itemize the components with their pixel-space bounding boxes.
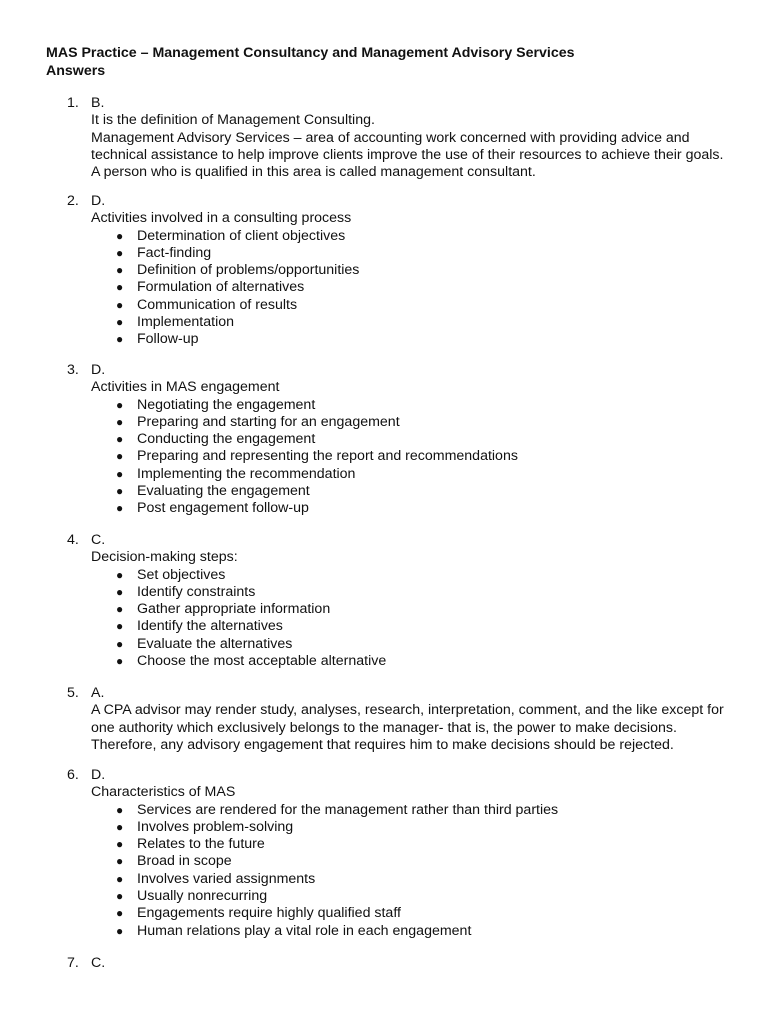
document-title: MAS Practice – Management Consultancy and Management Advisory Services xyxy=(46,45,575,61)
bullet-icon: ● xyxy=(116,501,124,516)
item-intro: Activities in MAS engagement xyxy=(91,379,280,396)
list-item: ● Fact-finding xyxy=(116,244,212,261)
bullet-icon: ● xyxy=(116,414,124,429)
list-item: ● Choose the most acceptable alternative xyxy=(116,653,387,670)
answer-item-1 xyxy=(67,95,737,181)
document-subtitle: Answers xyxy=(46,62,106,79)
list-item: ● Implementing the recommendation xyxy=(116,465,356,482)
bullet-list xyxy=(91,567,737,671)
item-intro: Activities involved in a consulting process xyxy=(91,210,352,227)
list-item: ● Implementation xyxy=(116,314,234,331)
bullet-icon: ● xyxy=(116,432,124,447)
item-text-line: Management Advisory Services – area of accounting work concerned with providing advice and technical assistance to help improve clients improve the use of their resources to achieve their goals. xyxy=(91,129,724,163)
bullet-icon: ● xyxy=(116,854,124,869)
bullet-icon: ● xyxy=(116,397,124,412)
list-item: ● Preparing and representing the report and recommendations xyxy=(116,448,518,465)
bullet-icon: ● xyxy=(116,280,124,295)
bullet-icon: ● xyxy=(116,654,124,669)
item-number: 4. xyxy=(67,532,79,548)
item-content xyxy=(91,955,737,972)
list-item: ● Determination of client objectives xyxy=(116,227,346,244)
list-item: ● Communication of results xyxy=(116,296,298,313)
item-content xyxy=(91,767,737,940)
list-item: ● Conducting the engagement xyxy=(116,431,316,448)
item-number: 6. xyxy=(67,767,79,783)
bullet-icon: ● xyxy=(116,819,124,834)
bullet-icon: ● xyxy=(116,245,124,260)
item-answer: C. xyxy=(91,955,106,971)
bullet-icon: ● xyxy=(116,837,124,852)
item-intro: Decision-making steps: xyxy=(91,549,238,566)
bullet-icon: ● xyxy=(116,889,124,904)
bullet-icon: ● xyxy=(116,636,124,651)
item-answer: C. xyxy=(91,532,106,548)
list-item: ● Negotiating the engagement xyxy=(116,396,316,413)
bullet-icon: ● xyxy=(116,332,124,347)
item-number: 7. xyxy=(67,955,79,971)
bullet-icon: ● xyxy=(116,602,124,617)
bullet-list xyxy=(91,228,737,349)
item-text-line: A CPA advisor may render study, analyses, research, interpretation, comment, and the like except for one authority which exclusively belongs to the manager- that is, the power to make decisions. Therefore, any advisory engagement that requires him to make decisions should be rejected. xyxy=(91,702,724,753)
item-answer: D. xyxy=(91,193,106,209)
item-answer: D. xyxy=(91,362,106,378)
item-answer: A. xyxy=(91,685,105,701)
list-item: ● Definition of problems/opportunities xyxy=(116,262,360,279)
bullet-icon: ● xyxy=(116,466,124,481)
list-item: ● Evaluate the alternatives xyxy=(116,635,293,652)
bullet-icon: ● xyxy=(116,228,124,243)
answer-item-3 xyxy=(67,362,737,518)
item-content xyxy=(91,532,737,670)
list-item: ● Relates to the future xyxy=(116,836,265,853)
answer-item-5 xyxy=(67,685,737,754)
item-answer: B. xyxy=(91,95,105,111)
list-item: ● Set objectives xyxy=(116,566,226,583)
answer-item-4 xyxy=(67,532,737,670)
bullet-icon: ● xyxy=(116,906,124,921)
bullet-icon: ● xyxy=(116,923,124,938)
item-number: 5. xyxy=(67,685,79,701)
list-item: ● Usually nonrecurring xyxy=(116,888,268,905)
bullet-icon: ● xyxy=(116,297,124,312)
list-item: ● Evaluating the engagement xyxy=(116,483,310,500)
list-item: ● Broad in scope xyxy=(116,853,232,870)
list-item: ● Services are rendered for the management rather than third parties xyxy=(116,801,559,818)
list-item: ● Post engagement follow-up xyxy=(116,500,309,517)
list-item: ● Preparing and starting for an engagement xyxy=(116,413,400,430)
item-number: 2. xyxy=(67,193,79,209)
list-item: ● Identify constraints xyxy=(116,583,256,600)
list-item: ● Follow-up xyxy=(116,331,199,348)
answer-item-6 xyxy=(67,767,737,940)
bullet-icon: ● xyxy=(116,871,124,886)
bullet-icon: ● xyxy=(116,484,124,499)
bullet-icon: ● xyxy=(116,802,124,817)
item-intro: Characteristics of MAS xyxy=(91,784,236,801)
list-item: ● Involves problem-solving xyxy=(116,818,294,835)
list-item: ● Formulation of alternatives xyxy=(116,279,305,296)
bullet-icon: ● xyxy=(116,619,124,634)
answer-item-2 xyxy=(67,193,737,349)
item-content xyxy=(91,95,737,181)
bullet-icon: ● xyxy=(116,315,124,330)
item-number: 3. xyxy=(67,362,79,378)
item-content xyxy=(91,685,737,754)
item-content xyxy=(91,193,737,349)
item-text-line: A person who is qualified in this area is called management consultant. xyxy=(91,164,536,181)
item-answer: D. xyxy=(91,767,106,783)
item-number: 1. xyxy=(67,95,79,111)
answer-item-7 xyxy=(67,955,737,972)
item-text-line: It is the definition of Management Consulting. xyxy=(91,112,375,129)
item-content xyxy=(91,362,737,518)
list-item: ● Identify the alternatives xyxy=(116,618,283,635)
bullet-icon: ● xyxy=(116,449,124,464)
bullet-list xyxy=(91,802,737,940)
list-item: ● Human relations play a vital role in each engagement xyxy=(116,922,472,939)
bullet-list xyxy=(91,397,737,518)
list-item: ● Involves varied assignments xyxy=(116,870,316,887)
bullet-icon: ● xyxy=(116,263,124,278)
document-header xyxy=(46,45,746,80)
list-item: ● Gather appropriate information xyxy=(116,601,331,618)
bullet-icon: ● xyxy=(116,567,124,582)
list-item: ● Engagements require highly qualified staff xyxy=(116,905,401,922)
bullet-icon: ● xyxy=(116,584,124,599)
